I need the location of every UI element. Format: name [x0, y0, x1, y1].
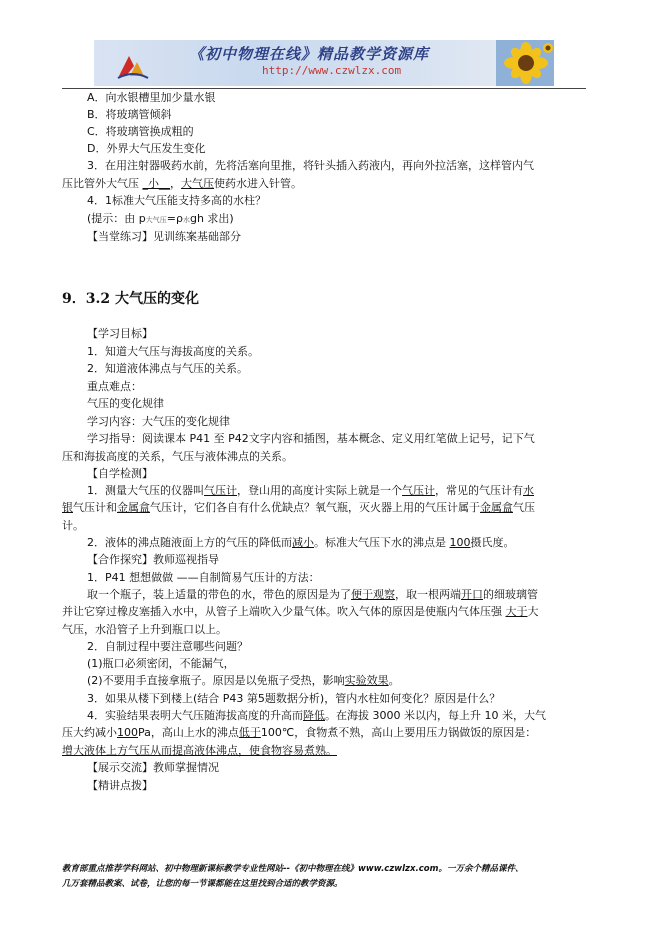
- key-text: 气压的变化规律: [87, 397, 164, 410]
- cooperation-1: 1．P41 想想做做 ——自制简易气压计的方法：: [87, 571, 320, 584]
- in-class-practice: 【当堂练习】见训练案基础部分: [87, 230, 241, 243]
- cooperation-4-line1: 4．实验结果表明大气压随海拔高度的升高而降低。在海拔 3000 米以内，每上升 10 米，大气: [87, 709, 546, 722]
- key-points-heading: 【精讲点拨】: [87, 779, 153, 792]
- goal-1: 1．知道大气压与海拔高度的关系。: [87, 345, 259, 358]
- option-a: A．向水银槽里加少量水银: [87, 91, 216, 104]
- self-check-1-line3: 计。: [62, 519, 84, 532]
- site-logo-icon: [116, 50, 150, 80]
- self-check-1-line1: 1．测量大气压的仪器叫气压计，登山用的高度计实际上就是一个气压计，常见的气压计有水: [87, 484, 534, 497]
- study-guide-line1: 学习指导：阅读课本 P41 至 P42文字内容和插图，基本概念、定义用红笔做上记号，记下气: [87, 432, 535, 445]
- study-guide-line2: 压和海拔高度的关系，气压与液体沸点的关系。: [62, 450, 293, 463]
- show-exchange-heading: 【展示交流】教师掌握情况: [87, 761, 219, 774]
- footer-line2: 几万套精品教案、试卷，让您的每一节课都能在这里找到合适的教学资源。: [62, 879, 343, 889]
- sunflower-icon: [496, 40, 554, 86]
- footer-line1: 教育部重点推荐学科网站、初中物理新课标教学专业性网站--《初中物理在线》www.czwlzx.com。一万余个精品课件、: [62, 864, 524, 874]
- cooperation-1-line1: 取一个瓶子，装上适量的带色的水，带色的原因是为了便于观察，取一根两端开口的细玻璃管: [87, 588, 538, 601]
- question-3-line1: 3．在用注射器吸药水前，先将活塞向里推，将针头插入药液内，再向外拉活塞，这样管内气: [87, 159, 534, 172]
- goal-2: 2．知道液体沸点与气压的关系。: [87, 362, 248, 375]
- cooperation-3: 3．如果从楼下到楼上(结合 P43 第5题数据分析)，管内水柱如何变化？原因是什么？: [87, 692, 501, 705]
- header-divider: [62, 88, 586, 89]
- question-4: 4．1标准大气压能支持多高的水柱？: [87, 194, 266, 207]
- cooperation-1-line2: 并让它穿过橡皮塞插入水中，从管子上端吹入少量气体。吹入气体的原因是使瓶内气体压强 大于大: [62, 605, 539, 618]
- key-heading: 重点难点：: [87, 380, 142, 393]
- self-check-heading: 【自学检测】: [87, 467, 153, 480]
- cooperation-2: 2．自制过程中要注意哪些问题？: [87, 640, 248, 653]
- option-b: B．将玻璃管倾斜: [87, 108, 172, 121]
- cooperation-4-line2: 压大约减小100Pa，高山上水的沸点低于100℃，食物煮不熟，高山上要用压力锅做饭的原因是：: [62, 726, 537, 739]
- answer-blank: _小__: [142, 177, 170, 190]
- hint-formula: (提示：由 p大气压=ρ水gh 求出): [87, 212, 234, 225]
- option-c: C．将玻璃管换成粗的: [87, 125, 194, 138]
- cooperation-2-item1: (1)瓶口必须密闭，不能漏气，: [87, 657, 235, 670]
- self-check-1-line2: 银气压计和金属盒气压计，它们各自有什么优缺点？氧气瓶，灭火器上用的气压计属于金属盒气压: [62, 501, 535, 514]
- section-title: 9．3.2 大气压的变化: [62, 291, 199, 307]
- question-3-line2: 压比管外大气压 _小__，大气压使药水进入针管。: [62, 177, 302, 190]
- cooperation-heading: 【合作探究】教师巡视指导: [87, 553, 219, 566]
- answer-blank: 大气压: [181, 177, 214, 190]
- cooperation-1-line3: 气压，水沿管子上升到瓶口以上。: [62, 623, 227, 636]
- banner-title: 《初中物理在线》精品教学资源库: [189, 45, 430, 63]
- header-banner: [94, 40, 554, 86]
- study-content: 学习内容：大气压的变化规律: [87, 415, 230, 428]
- option-d: D．外界大气压发生变化: [87, 142, 206, 155]
- goal-heading: 【学习目标】: [87, 327, 153, 340]
- cooperation-2-item2: (2)不要用手直接拿瓶子。原因是以免瓶子受热，影响实验效果。: [87, 674, 400, 687]
- self-check-2: 2．液体的沸点随液面上方的气压的降低而减小。标准大气压下水的沸点是 100摄氏度。: [87, 536, 515, 549]
- banner-url[interactable]: http://www.czwlzx.com: [262, 64, 402, 77]
- cooperation-4-answer: 增大液体上方气压从而提高液体沸点，使食物容易煮熟。: [62, 744, 337, 757]
